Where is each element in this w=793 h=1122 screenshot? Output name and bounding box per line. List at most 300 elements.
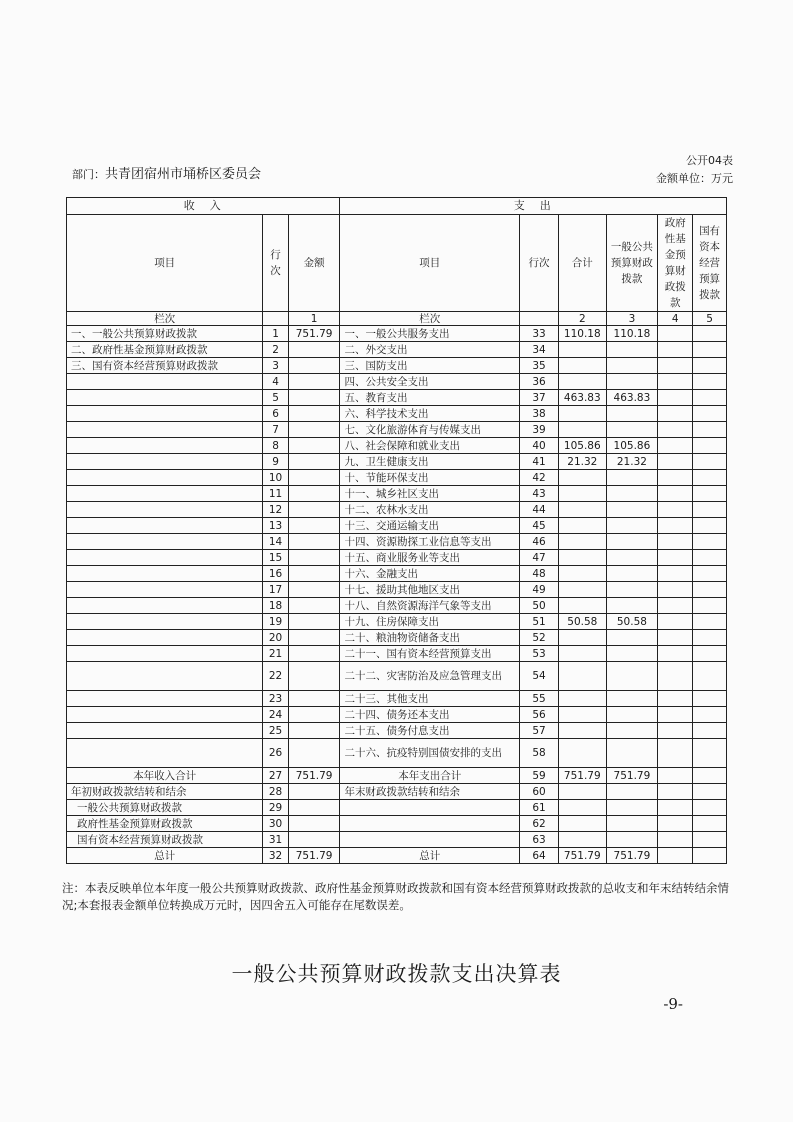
table-row: [67, 438, 727, 454]
income-line: 24: [263, 707, 288, 723]
income-line: 27: [263, 768, 288, 784]
general-budget-amount: [606, 566, 658, 582]
fund-budget-amount: [658, 550, 693, 566]
col-income-amount: 金额: [288, 215, 340, 312]
total-amount: [559, 566, 607, 582]
income-amount: [288, 723, 340, 739]
state-capital-amount: [693, 646, 727, 662]
total-amount: 463.83: [559, 390, 607, 406]
expense-item: 十八、自然资源海洋气象等支出: [340, 598, 520, 614]
income-item: [67, 723, 263, 739]
expense-line: 52: [519, 630, 558, 646]
expense-item: [340, 832, 520, 848]
table-row: [67, 358, 727, 374]
expense-line: 62: [519, 816, 558, 832]
total-amount: [559, 723, 607, 739]
expense-line: 33: [519, 326, 558, 342]
income-line: 20: [263, 630, 288, 646]
expense-item: 五、教育支出: [340, 390, 520, 406]
income-line: 2: [263, 342, 288, 358]
expense-line: 59: [519, 768, 558, 784]
fund-budget-amount: [658, 723, 693, 739]
expense-line: 42: [519, 470, 558, 486]
expense-line: 55: [519, 691, 558, 707]
table-row: [67, 707, 727, 723]
income-item: [67, 566, 263, 582]
total-amount: 105.86: [559, 438, 607, 454]
general-budget-amount: [606, 550, 658, 566]
table-row: [67, 630, 727, 646]
income-item: [67, 438, 263, 454]
general-budget-amount: [606, 422, 658, 438]
income-line: 1: [263, 326, 288, 342]
expense-item: 十一、城乡社区支出: [340, 486, 520, 502]
table-row: [67, 374, 727, 390]
income-item: [67, 422, 263, 438]
income-item: [67, 614, 263, 630]
income-line: 13: [263, 518, 288, 534]
expense-item: 四、公共安全支出: [340, 374, 520, 390]
total-amount: [559, 816, 607, 832]
fund-budget-amount: [658, 358, 693, 374]
total-amount: [559, 646, 607, 662]
index-5: 5: [693, 312, 727, 326]
expense-line: 47: [519, 550, 558, 566]
expense-line: 64: [519, 848, 558, 864]
income-line: 18: [263, 598, 288, 614]
general-budget-amount: [606, 630, 658, 646]
income-line: 14: [263, 534, 288, 550]
department: [72, 163, 261, 182]
total-amount: [559, 374, 607, 390]
table-row: [67, 454, 727, 470]
col-total: 合计: [559, 215, 607, 312]
general-budget-amount: [606, 406, 658, 422]
expense-line: 43: [519, 486, 558, 502]
general-budget-amount: 21.32: [606, 454, 658, 470]
fund-budget-amount: [658, 486, 693, 502]
income-item: [67, 691, 263, 707]
general-budget-amount: [606, 832, 658, 848]
general-budget-amount: [606, 534, 658, 550]
col-fund-budget: [658, 215, 693, 312]
total-amount: [559, 534, 607, 550]
fund-budget-amount: [658, 832, 693, 848]
income-header: 收 入: [67, 198, 340, 215]
income-amount: [288, 832, 340, 848]
state-capital-amount: [693, 518, 727, 534]
fund-budget-amount: [658, 614, 693, 630]
income-item: [67, 470, 263, 486]
income-amount: [288, 646, 340, 662]
income-item: [67, 502, 263, 518]
total-amount: [559, 691, 607, 707]
general-budget-amount: [606, 518, 658, 534]
table-row: [67, 582, 727, 598]
fund-budget-amount: [658, 342, 693, 358]
general-budget-amount: [606, 739, 658, 768]
income-amount: [288, 342, 340, 358]
state-capital-amount: [693, 614, 727, 630]
state-capital-amount: [693, 816, 727, 832]
table-row: [67, 784, 727, 800]
general-budget-amount: [606, 784, 658, 800]
income-amount: [288, 406, 340, 422]
general-budget-amount: [606, 470, 658, 486]
income-amount: 751.79: [288, 326, 340, 342]
income-item: 二、政府性基金预算财政拨款: [67, 342, 263, 358]
income-amount: [288, 662, 340, 691]
expense-item: 二十三、其他支出: [340, 691, 520, 707]
department-name: 共青团宿州市埇桥区委员会: [105, 167, 262, 182]
income-item: [67, 406, 263, 422]
expense-item: 三、国防支出: [340, 358, 520, 374]
table-note: 注：本表反映单位本年度一般公共预算财政拨款、政府性基金预算财政拨款和国有资本经营预算财政拨款的总收支和年末结转结余情况;本套报表金额单位转换成万元时，因四舍五入可能存在尾数误差。: [62, 881, 729, 912]
expense-item: 十四、资源勘探工业信息等支出: [340, 534, 520, 550]
table-row: [67, 502, 727, 518]
fund-budget-amount: [658, 707, 693, 723]
total-amount: [559, 630, 607, 646]
total-amount: [559, 800, 607, 816]
fund-budget-amount: [658, 848, 693, 864]
expense-item: [340, 816, 520, 832]
general-budget-amount: [606, 723, 658, 739]
col-general-budget: [606, 215, 658, 312]
income-amount: [288, 438, 340, 454]
income-item: 年初财政拨款结转和结余: [67, 784, 263, 800]
fund-budget-amount: [658, 739, 693, 768]
expense-item: 二、外交支出: [340, 342, 520, 358]
income-item: [67, 598, 263, 614]
form-code: 公开04表: [686, 154, 733, 167]
fund-budget-amount: [658, 422, 693, 438]
income-amount: [288, 502, 340, 518]
expense-item: 二十六、抗疫特别国债安排的支出: [340, 739, 520, 768]
expense-item: 十二、农林水支出: [340, 502, 520, 518]
income-item: [67, 707, 263, 723]
expense-line: 60: [519, 784, 558, 800]
total-amount: [559, 422, 607, 438]
income-amount: [288, 454, 340, 470]
col-state-capital-label: 国有资本经营预算拨款: [699, 225, 721, 301]
department-label: 部门：: [72, 168, 105, 181]
fund-budget-amount: [658, 406, 693, 422]
index-3: 3: [606, 312, 658, 326]
income-item: [67, 374, 263, 390]
income-line: 19: [263, 614, 288, 630]
income-amount: [288, 358, 340, 374]
expense-line: 46: [519, 534, 558, 550]
income-line: 26: [263, 739, 288, 768]
table-row: [67, 646, 727, 662]
expense-item: 六、科学技术支出: [340, 406, 520, 422]
index-4: 4: [658, 312, 693, 326]
general-budget-amount: 751.79: [606, 848, 658, 864]
amount-unit: 金额单位：万元: [656, 172, 733, 185]
income-amount: [288, 518, 340, 534]
income-amount: [288, 691, 340, 707]
expense-item: 二十二、灾害防治及应急管理支出: [340, 662, 520, 691]
total-amount: 751.79: [559, 768, 607, 784]
total-amount: [559, 832, 607, 848]
income-line: 11: [263, 486, 288, 502]
state-capital-amount: [693, 470, 727, 486]
income-item: [67, 630, 263, 646]
total-amount: 50.58: [559, 614, 607, 630]
expense-header: 支 出: [340, 198, 727, 215]
index-cell: [263, 312, 288, 326]
fund-budget-amount: [658, 502, 693, 518]
income-line: 8: [263, 438, 288, 454]
state-capital-amount: [693, 454, 727, 470]
expense-line: 48: [519, 566, 558, 582]
budget-table: [66, 197, 727, 864]
fund-budget-amount: [658, 438, 693, 454]
table-row: [67, 518, 727, 534]
state-capital-amount: [693, 326, 727, 342]
income-line: 30: [263, 816, 288, 832]
fund-budget-amount: [658, 630, 693, 646]
total-amount: [559, 518, 607, 534]
general-budget-amount: 463.83: [606, 390, 658, 406]
income-line: 28: [263, 784, 288, 800]
fund-budget-amount: [658, 646, 693, 662]
state-capital-amount: [693, 438, 727, 454]
income-line: 6: [263, 406, 288, 422]
fund-budget-amount: [658, 518, 693, 534]
income-amount: [288, 707, 340, 723]
income-line: 17: [263, 582, 288, 598]
col-general-budget-label: 一般公共预算财政拨款: [610, 241, 653, 285]
expense-item: 八、社会保障和就业支出: [340, 438, 520, 454]
income-line: 3: [263, 358, 288, 374]
col-income-item: 项目: [67, 215, 263, 312]
income-amount: [288, 486, 340, 502]
table-row: [67, 550, 727, 566]
income-amount: [288, 550, 340, 566]
income-amount: [288, 582, 340, 598]
expense-line: 35: [519, 358, 558, 374]
document-title: 一般公共预算财政拨款支出决算表: [231, 962, 562, 986]
income-item: [67, 534, 263, 550]
index-label-income: 栏次: [67, 312, 263, 326]
total-amount: [559, 784, 607, 800]
income-line: 5: [263, 390, 288, 406]
state-capital-amount: [693, 800, 727, 816]
expense-item: 二十四、债务还本支出: [340, 707, 520, 723]
table-row: [67, 598, 727, 614]
state-capital-amount: [693, 662, 727, 691]
fund-budget-amount: [658, 390, 693, 406]
expense-line: 49: [519, 582, 558, 598]
total-amount: [559, 470, 607, 486]
income-line: 25: [263, 723, 288, 739]
income-item: [67, 662, 263, 691]
table-row: [67, 534, 727, 550]
income-amount: [288, 784, 340, 800]
income-item: 一般公共预算财政拨款: [67, 800, 263, 816]
table-row: [67, 326, 727, 342]
expense-line: 44: [519, 502, 558, 518]
income-amount: 751.79: [288, 768, 340, 784]
income-amount: [288, 534, 340, 550]
income-amount: [288, 598, 340, 614]
expense-line: 53: [519, 646, 558, 662]
col-state-capital: [693, 215, 727, 312]
income-item: [67, 739, 263, 768]
income-amount: [288, 390, 340, 406]
income-line: 9: [263, 454, 288, 470]
state-capital-amount: [693, 691, 727, 707]
general-budget-amount: [606, 707, 658, 723]
table-row: [67, 723, 727, 739]
col-income-line-label: 行次: [270, 249, 281, 277]
fund-budget-amount: [658, 784, 693, 800]
state-capital-amount: [693, 390, 727, 406]
state-capital-amount: [693, 598, 727, 614]
expense-item: 十九、住房保障支出: [340, 614, 520, 630]
expense-item: 十七、援助其他地区支出: [340, 582, 520, 598]
state-capital-amount: [693, 768, 727, 784]
total-amount: [559, 342, 607, 358]
table-row: [67, 614, 727, 630]
income-line: 10: [263, 470, 288, 486]
expense-item: [340, 800, 520, 816]
general-budget-amount: [606, 486, 658, 502]
general-budget-amount: [606, 342, 658, 358]
col-fund-budget-label: 政府性基金预算财政拨款: [664, 217, 686, 309]
expense-item: 年末财政拨款结转和结余: [340, 784, 520, 800]
expense-item: 十三、交通运输支出: [340, 518, 520, 534]
state-capital-amount: [693, 739, 727, 768]
general-budget-amount: [606, 691, 658, 707]
fund-budget-amount: [658, 326, 693, 342]
income-line: 32: [263, 848, 288, 864]
state-capital-amount: [693, 582, 727, 598]
index-label-expense: 栏次: [340, 312, 520, 326]
state-capital-amount: [693, 358, 727, 374]
table-row: [67, 832, 727, 848]
expense-line: 56: [519, 707, 558, 723]
table-row: [67, 691, 727, 707]
expense-line: 54: [519, 662, 558, 691]
fund-budget-amount: [658, 768, 693, 784]
table-row: [67, 390, 727, 406]
expense-line: 39: [519, 422, 558, 438]
general-budget-amount: [606, 358, 658, 374]
expense-line: 61: [519, 800, 558, 816]
income-line: 21: [263, 646, 288, 662]
expense-line: 34: [519, 342, 558, 358]
total-amount: [559, 502, 607, 518]
general-budget-amount: [606, 816, 658, 832]
state-capital-amount: [693, 832, 727, 848]
table-row: [67, 342, 727, 358]
state-capital-amount: [693, 566, 727, 582]
fund-budget-amount: [658, 470, 693, 486]
total-amount: [559, 550, 607, 566]
income-line: 4: [263, 374, 288, 390]
expense-item: 十、节能环保支出: [340, 470, 520, 486]
total-amount: [559, 707, 607, 723]
income-line: 29: [263, 800, 288, 816]
state-capital-amount: [693, 374, 727, 390]
income-amount: [288, 739, 340, 768]
table-row: [67, 739, 727, 768]
expense-item: 十六、金融支出: [340, 566, 520, 582]
income-item: [67, 550, 263, 566]
expense-line: 57: [519, 723, 558, 739]
index-1: 1: [288, 312, 340, 326]
state-capital-amount: [693, 848, 727, 864]
fund-budget-amount: [658, 816, 693, 832]
general-budget-amount: [606, 800, 658, 816]
expense-item: 本年支出合计: [340, 768, 520, 784]
table-row: [67, 422, 727, 438]
income-line: 16: [263, 566, 288, 582]
fund-budget-amount: [658, 374, 693, 390]
total-amount: [559, 739, 607, 768]
state-capital-amount: [693, 406, 727, 422]
table-row: [67, 816, 727, 832]
income-item: 一、一般公共预算财政拨款: [67, 326, 263, 342]
table-row: [67, 768, 727, 784]
income-item: 本年收入合计: [67, 768, 263, 784]
fund-budget-amount: [658, 662, 693, 691]
table-row: [67, 800, 727, 816]
col-expense-line: 行次: [519, 215, 558, 312]
expense-item: 九、卫生健康支出: [340, 454, 520, 470]
expense-line: 37: [519, 390, 558, 406]
expense-item: 二十、粮油物资储备支出: [340, 630, 520, 646]
total-amount: 751.79: [559, 848, 607, 864]
state-capital-amount: [693, 550, 727, 566]
income-amount: [288, 470, 340, 486]
fund-budget-amount: [658, 534, 693, 550]
col-income-line: [263, 215, 288, 312]
expense-line: 51: [519, 614, 558, 630]
state-capital-amount: [693, 784, 727, 800]
income-amount: [288, 630, 340, 646]
total-amount: [559, 662, 607, 691]
state-capital-amount: [693, 342, 727, 358]
general-budget-amount: 110.18: [606, 326, 658, 342]
fund-budget-amount: [658, 582, 693, 598]
col-expense-item: 项目: [340, 215, 520, 312]
income-item: 总计: [67, 848, 263, 864]
income-item: [67, 486, 263, 502]
income-item: [67, 454, 263, 470]
income-line: 22: [263, 662, 288, 691]
expense-line: 36: [519, 374, 558, 390]
table-row: [67, 848, 727, 864]
state-capital-amount: [693, 534, 727, 550]
table-row: [67, 406, 727, 422]
income-amount: [288, 422, 340, 438]
general-budget-amount: 50.58: [606, 614, 658, 630]
expense-line: 63: [519, 832, 558, 848]
income-amount: [288, 374, 340, 390]
table-row: [67, 470, 727, 486]
expense-line: 38: [519, 406, 558, 422]
expense-line: 41: [519, 454, 558, 470]
fund-budget-amount: [658, 454, 693, 470]
income-item: [67, 582, 263, 598]
income-amount: [288, 566, 340, 582]
general-budget-amount: [606, 502, 658, 518]
expense-item: 二十一、国有资本经营预算支出: [340, 646, 520, 662]
income-line: 7: [263, 422, 288, 438]
